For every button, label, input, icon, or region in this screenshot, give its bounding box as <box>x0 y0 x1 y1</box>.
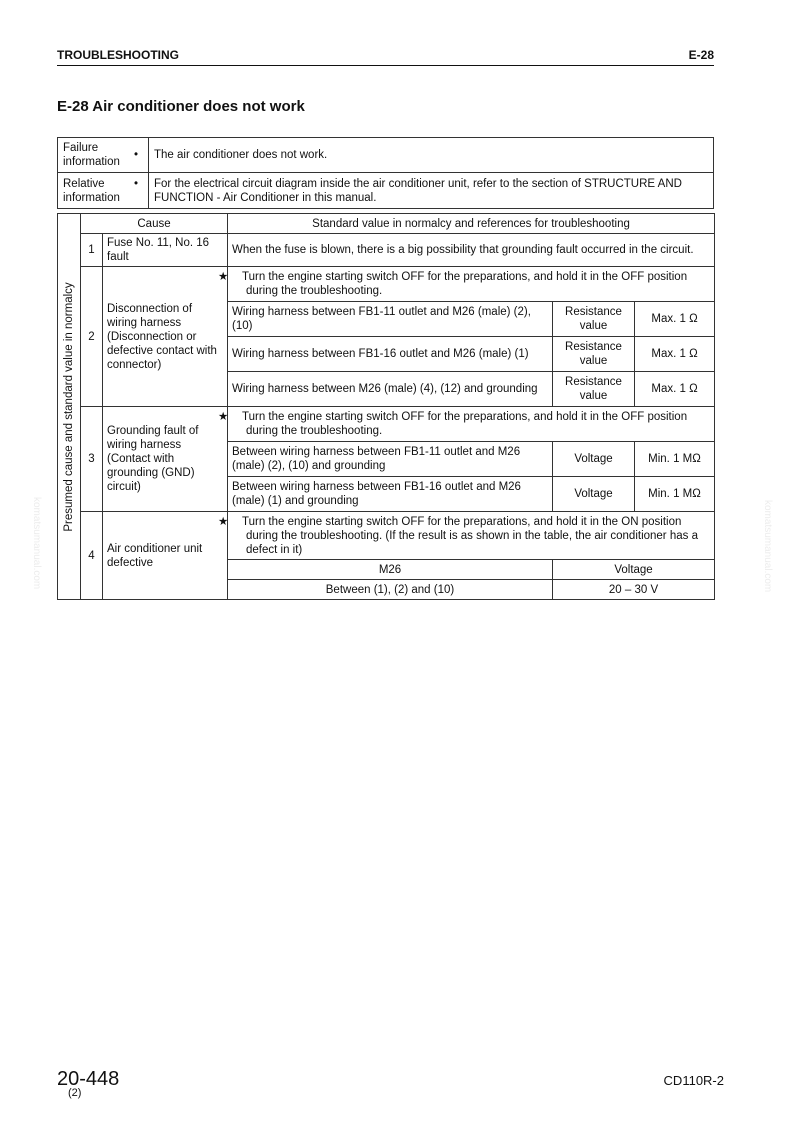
header-rule <box>57 65 714 66</box>
star-icon: ★ <box>218 515 229 528</box>
section-code: E-28 <box>688 48 714 62</box>
standard-text: When the fuse is blown, there is a big possibility that grounding fault occurred in the circuit. <box>228 234 715 267</box>
relative-row <box>58 173 714 209</box>
cause-text: Grounding fault of wiring harness (Contact with grounding (GND) circuit) <box>103 407 228 512</box>
check-measure: Resistance value <box>553 372 635 407</box>
relative-label: Relative information <box>58 173 149 209</box>
check-measure: Voltage <box>553 442 635 477</box>
bullet-icon: • <box>134 149 139 161</box>
check-item: Wiring harness between FB1-16 outlet and M26 (male) (1) <box>228 337 553 372</box>
table-header-row <box>58 214 715 234</box>
preparation-note <box>218 512 715 560</box>
voltage-pins: Between (1), (2) and (10) <box>228 580 553 600</box>
failure-label: Failure information <box>58 138 149 173</box>
failure-row <box>58 138 714 173</box>
note-text: Turn the engine starting switch OFF for the preparations, and hold it in the ON position during the troubleshooting. (If the result is as shown in the table, the air conditioner has a defect in it) <box>242 515 698 556</box>
model-code: CD110R-2 <box>663 1073 724 1088</box>
check-item: Between wiring harness between FB1-11 outlet and M26 (male) (2), (10) and grounding <box>228 442 553 477</box>
check-item: Between wiring harness between FB1-16 outlet and M26 (male) (1) and grounding <box>228 477 553 512</box>
table-row <box>58 267 715 302</box>
relative-text-cell <box>134 173 714 209</box>
check-measure: Resistance value <box>553 337 635 372</box>
preparation-note <box>218 407 715 442</box>
watermark-right: komatsumanual.com <box>762 500 773 593</box>
cause-number: 4 <box>81 512 103 600</box>
note-text: Turn the engine starting switch OFF for the preparations, and hold it in the OFF position during the troubleshooting. <box>242 271 688 297</box>
check-value: Max. 1 Ω <box>635 337 715 372</box>
table-row <box>58 512 715 560</box>
cause-text: Air conditioner unit defective <box>103 512 228 600</box>
revision-number: (2) <box>68 1087 82 1099</box>
bullet-icon: • <box>134 177 139 190</box>
cause-number: 3 <box>81 407 103 512</box>
table-row <box>58 407 715 442</box>
voltage-header-connector: M26 <box>228 560 553 580</box>
table-row <box>58 234 715 267</box>
page-number: 20-448 <box>57 1068 120 1090</box>
column-header-cause: Cause <box>81 214 228 234</box>
cause-text: Disconnection of wiring harness (Disconnection or defective contact with connector) <box>103 267 228 407</box>
cause-text: Fuse No. 11, No. 16 fault <box>103 234 228 267</box>
cause-number: 2 <box>81 267 103 407</box>
check-value: Max. 1 Ω <box>635 372 715 407</box>
star-icon: ★ <box>218 411 229 423</box>
column-header-standard: Standard value in normalcy and references for troubleshooting <box>228 214 715 234</box>
watermark-left: komatsumanual.com <box>31 497 42 590</box>
voltage-header-voltage: Voltage <box>553 560 715 580</box>
star-icon: ★ <box>218 271 229 283</box>
check-measure: Voltage <box>553 477 635 512</box>
check-measure: Resistance value <box>553 302 635 337</box>
check-item: Wiring harness between M26 (male) (4), (12) and grounding <box>228 372 553 407</box>
check-item: Wiring harness between FB1-11 outlet and M26 (male) (2), (10) <box>228 302 553 337</box>
side-label-cell <box>58 214 81 600</box>
page-title: E-28 Air conditioner does not work <box>57 98 305 115</box>
section-header: TROUBLESHOOTING <box>57 48 179 62</box>
failure-text-cell <box>134 138 714 173</box>
failure-text: The air conditioner does not work. <box>154 149 328 161</box>
voltage-value: 20 – 30 V <box>553 580 715 600</box>
check-value: Min. 1 MΩ <box>635 442 715 477</box>
side-label: Presumed cause and standard value in normalcy <box>63 281 75 532</box>
cause-number: 1 <box>81 234 103 267</box>
info-table <box>57 137 714 209</box>
note-text: Turn the engine starting switch OFF for the preparations, and hold it in the OFF position during the troubleshooting. <box>242 411 688 437</box>
troubleshooting-table <box>57 213 715 600</box>
preparation-note <box>218 267 715 302</box>
check-value: Min. 1 MΩ <box>635 477 715 512</box>
relative-text: For the electrical circuit diagram inside the air conditioner unit, refer to the section of STRUCTURE AND FUNCTION - Air Conditioner in this manual. <box>154 177 682 204</box>
check-value: Max. 1 Ω <box>635 302 715 337</box>
